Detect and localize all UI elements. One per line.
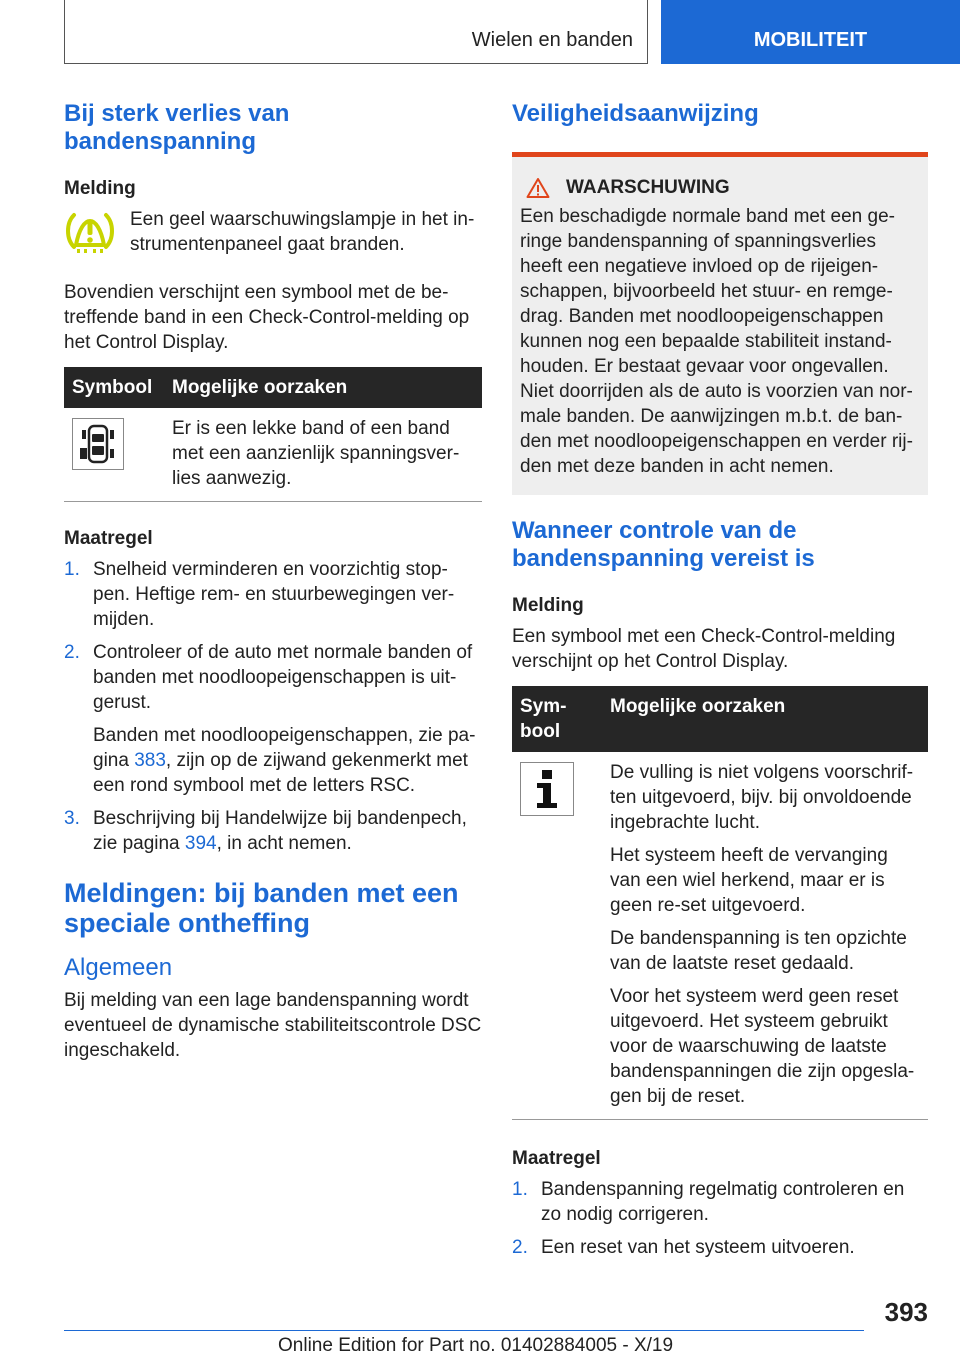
list-text: Controleer of de auto met normale banden of banden met noodloopeigenschappen is uit-gerust.	[93, 642, 473, 713]
table-header-symbol: Sym-bool	[512, 686, 602, 752]
table-header-symbol: Symbool	[64, 367, 164, 408]
footer-edition: Online Edition for Part no. 01402884005 - X/19	[278, 1335, 674, 1356]
heading-special-exemption: Meldingen: bij banden met een speciale ontheffing	[64, 878, 459, 938]
list-item	[512, 1235, 928, 1260]
list-number: 1.	[64, 559, 80, 580]
header-section-tab	[64, 0, 648, 64]
heading-check-required: Wanneer controle van de bandenspanning vereist is	[512, 517, 815, 572]
header-chapter-title: MOBILITEIT	[753, 29, 868, 51]
table-row	[512, 752, 928, 1120]
table-header-causes: Mogelijke oorzaken	[602, 686, 928, 752]
melding-text: Een geel waarschuwingslampje in het in-strumentenpaneel gaat branden.	[130, 209, 475, 255]
table-header-causes: Mogelijke oorzaken	[164, 367, 482, 408]
table-cell-cause: Er is een lekke band of een band met een aanzienlijk spanningsver-lies aanwezig.	[164, 408, 482, 502]
maatregel-label: Maatregel	[64, 528, 153, 549]
list-item	[64, 806, 482, 856]
warning-triangle-icon	[526, 177, 550, 199]
algemeen-text: Bij melding van een lage bandenspanning wordt eventueel de dynamische stabiliteitscontrole DSC ingeschakeld.	[64, 990, 482, 1061]
melding-label: Melding	[64, 178, 136, 199]
list-text: Bandenspanning regelmatig controleren en zo nodig corrigeren.	[541, 1179, 905, 1225]
intro-text: Bovendien verschijnt een symbool met de be-treffende band in een Check-Control-melding op het Control Display.	[64, 282, 470, 353]
warning-text: Een beschadigde normale band met een ge-ringe bandenspanning of spanningsverlies heeft een negatieve invloed op de rijeigen-schappen, bijvoorbeeld het stuur- en remge-drag. Banden met noodloopeigenschappen kunnen nog een bepaalde stabiliteit instand-houden. Er bestaat gevaar voor ongevallen. Niet doorrijden als de auto is voorzien van nor-male banden. De aanwijzingen m.b.t. de ban-den met noodloopeigenschappen en verder rij-den met deze banden in acht nemen.	[520, 206, 913, 477]
page-link-383[interactable]: 383	[134, 750, 166, 771]
melding-text: Een symbool met een Check-Control-melding verschijnt op het Control Display.	[512, 626, 896, 672]
list-text: Snelheid verminderen en voorzichtig stop-pen. Heftige rem- en stuurbewegingen ver-mijden.	[93, 559, 455, 630]
warning-title: WAARSCHUWING	[566, 177, 730, 198]
table-cell-cause	[602, 752, 928, 1120]
cause-paragraph: De vulling is niet volgens voorschrif-ten uitgevoerd, bijv. bij onvoldoende ingebrachte lucht.	[610, 762, 914, 833]
list-item	[64, 640, 482, 715]
cause-paragraph: De bandenspanning is ten opzichte van de laatste reset gedaald.	[610, 928, 907, 974]
footer-divider	[64, 1330, 864, 1331]
list-item	[512, 1177, 928, 1227]
list-number: 3.	[64, 808, 80, 829]
list-item-note: Banden met noodloopeigenschappen, zie pa-gina 383, zijn op de zijwand gekenmerkt met een rond symbool met de letters RSC.	[93, 725, 476, 796]
symbol-table-left	[64, 367, 482, 502]
list-item	[64, 557, 482, 632]
tire-pressure-warning-lamp-icon	[64, 207, 130, 264]
cause-paragraph: Voor het systeem werd geen reset uitgevoerd. Het systeem gebruikt voor de waarschuwing de laatste bandenspanningen die zijn opgesla-gen bij de reset.	[610, 986, 915, 1107]
cause-paragraph: Het systeem heeft de vervanging van een wiel herkend, maar er is geen re-set uitgevoerd.	[610, 845, 888, 916]
right-column	[512, 100, 928, 1268]
list-number: 2.	[64, 642, 80, 663]
heading-algemeen: Algemeen	[64, 954, 173, 981]
table-row	[64, 408, 482, 502]
heading-safety: Veiligheidsaanwijzing	[512, 100, 759, 127]
page-number: 393	[884, 1297, 928, 1327]
info-icon	[520, 762, 574, 816]
warning-header	[520, 175, 920, 200]
header-chapter-tab	[661, 0, 960, 64]
page-link-394[interactable]: 394	[184, 833, 217, 854]
melding-block	[64, 207, 482, 264]
heading-strong-loss: Bij sterk verlies van bandenspanning	[64, 100, 290, 155]
list-number: 2.	[512, 1237, 528, 1258]
warning-box	[512, 152, 928, 495]
flat-tire-car-icon	[72, 418, 124, 470]
list-text: Beschrijving bij Handelwijze bij bandenpech, zie pagina 394, in acht nemen.	[93, 808, 467, 854]
table-cell-symbol	[64, 408, 164, 502]
symbol-table-right	[512, 686, 928, 1120]
maatregel-label: Maatregel	[512, 1148, 601, 1169]
list-text: Een reset van het systeem uitvoeren.	[541, 1237, 855, 1258]
list-number: 1.	[512, 1179, 528, 1200]
melding-label: Melding	[512, 595, 584, 616]
table-cell-symbol	[512, 752, 602, 1120]
header-section-title: Wielen en banden	[471, 29, 633, 51]
left-column	[64, 100, 482, 1071]
